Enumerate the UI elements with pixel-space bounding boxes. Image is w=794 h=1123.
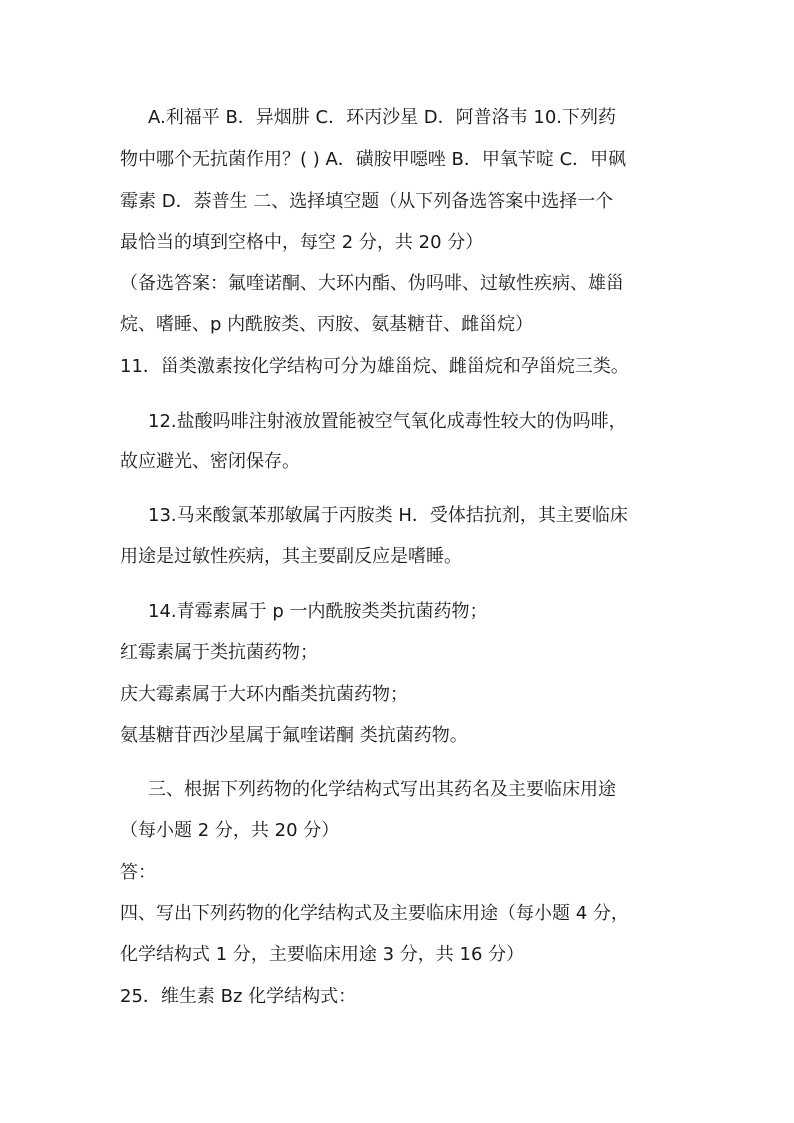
paragraph-line: 庆大霉素属于大环内酯类抗菌药物； (120, 684, 408, 705)
section-heading: 三、根据下列药物的化学结构式写出其药名及主要临床用途 (148, 779, 616, 800)
paragraph-line: 最恰当的填到空格中，每空 2 分，共 20 分） (120, 232, 484, 253)
paragraph-line: 化学结构式 1 分，主要临床用途 3 分，共 16 分） (120, 944, 525, 965)
paragraph-line: 烷、嗜睡、p 内酰胺类、丙胺、氨基糖苷、雌甾烷） (120, 314, 534, 335)
paragraph-line: 氨基糖苷西沙星属于氟喹诺酮 类抗菌药物。 (120, 725, 468, 746)
section-heading: 四、写出下列药物的化学结构式及主要临床用途（每小题 4 分， (120, 903, 629, 924)
paragraph-line: 物中哪个无抗菌作用？( ) A．磺胺甲噁唑 B．甲氧苄啶 C．甲砜 (120, 149, 627, 170)
paragraph-line: 14.青霉素属于 p 一内酰胺类类抗菌药物； (148, 601, 488, 622)
paragraph-line: 故应避光、密闭保存。 (120, 451, 300, 472)
paragraph-line: 12.盐酸吗啡注射液放置能被空气氧化成毒性较大的伪吗啡， (148, 411, 627, 432)
paragraph-line: （备选答案：氟喹诺酮、大环内酯、伪吗啡、过敏性疾病、雄甾 (120, 273, 624, 294)
paragraph-line: 用途是过敏性疾病，其主要副反应是嗜睡。 (120, 546, 462, 567)
paragraph-line: A.利福平 B．异烟肼 C．环丙沙星 D．阿普洛韦 10.下列药 (148, 107, 617, 128)
paragraph-line: 霉素 D．萘普生 二、选择填空题（从下列备选答案中选择一个 (120, 191, 614, 212)
paragraph-line: 13.马来酸氯苯那敏属于丙胺类 H．受体拮抗剂，其主要临床 (148, 505, 628, 526)
answer-label: 答： (120, 862, 156, 883)
paragraph-line: 11．甾类激素按化学结构可分为雄甾烷、雌甾烷和孕甾烷三类。 (120, 356, 629, 377)
paragraph-line: （每小题 2 分，共 20 分） (120, 820, 340, 841)
question-line: 25．维生素 Bz 化学结构式： (120, 986, 357, 1007)
paragraph-line: 红霉素属于类抗菌药物； (120, 642, 318, 663)
